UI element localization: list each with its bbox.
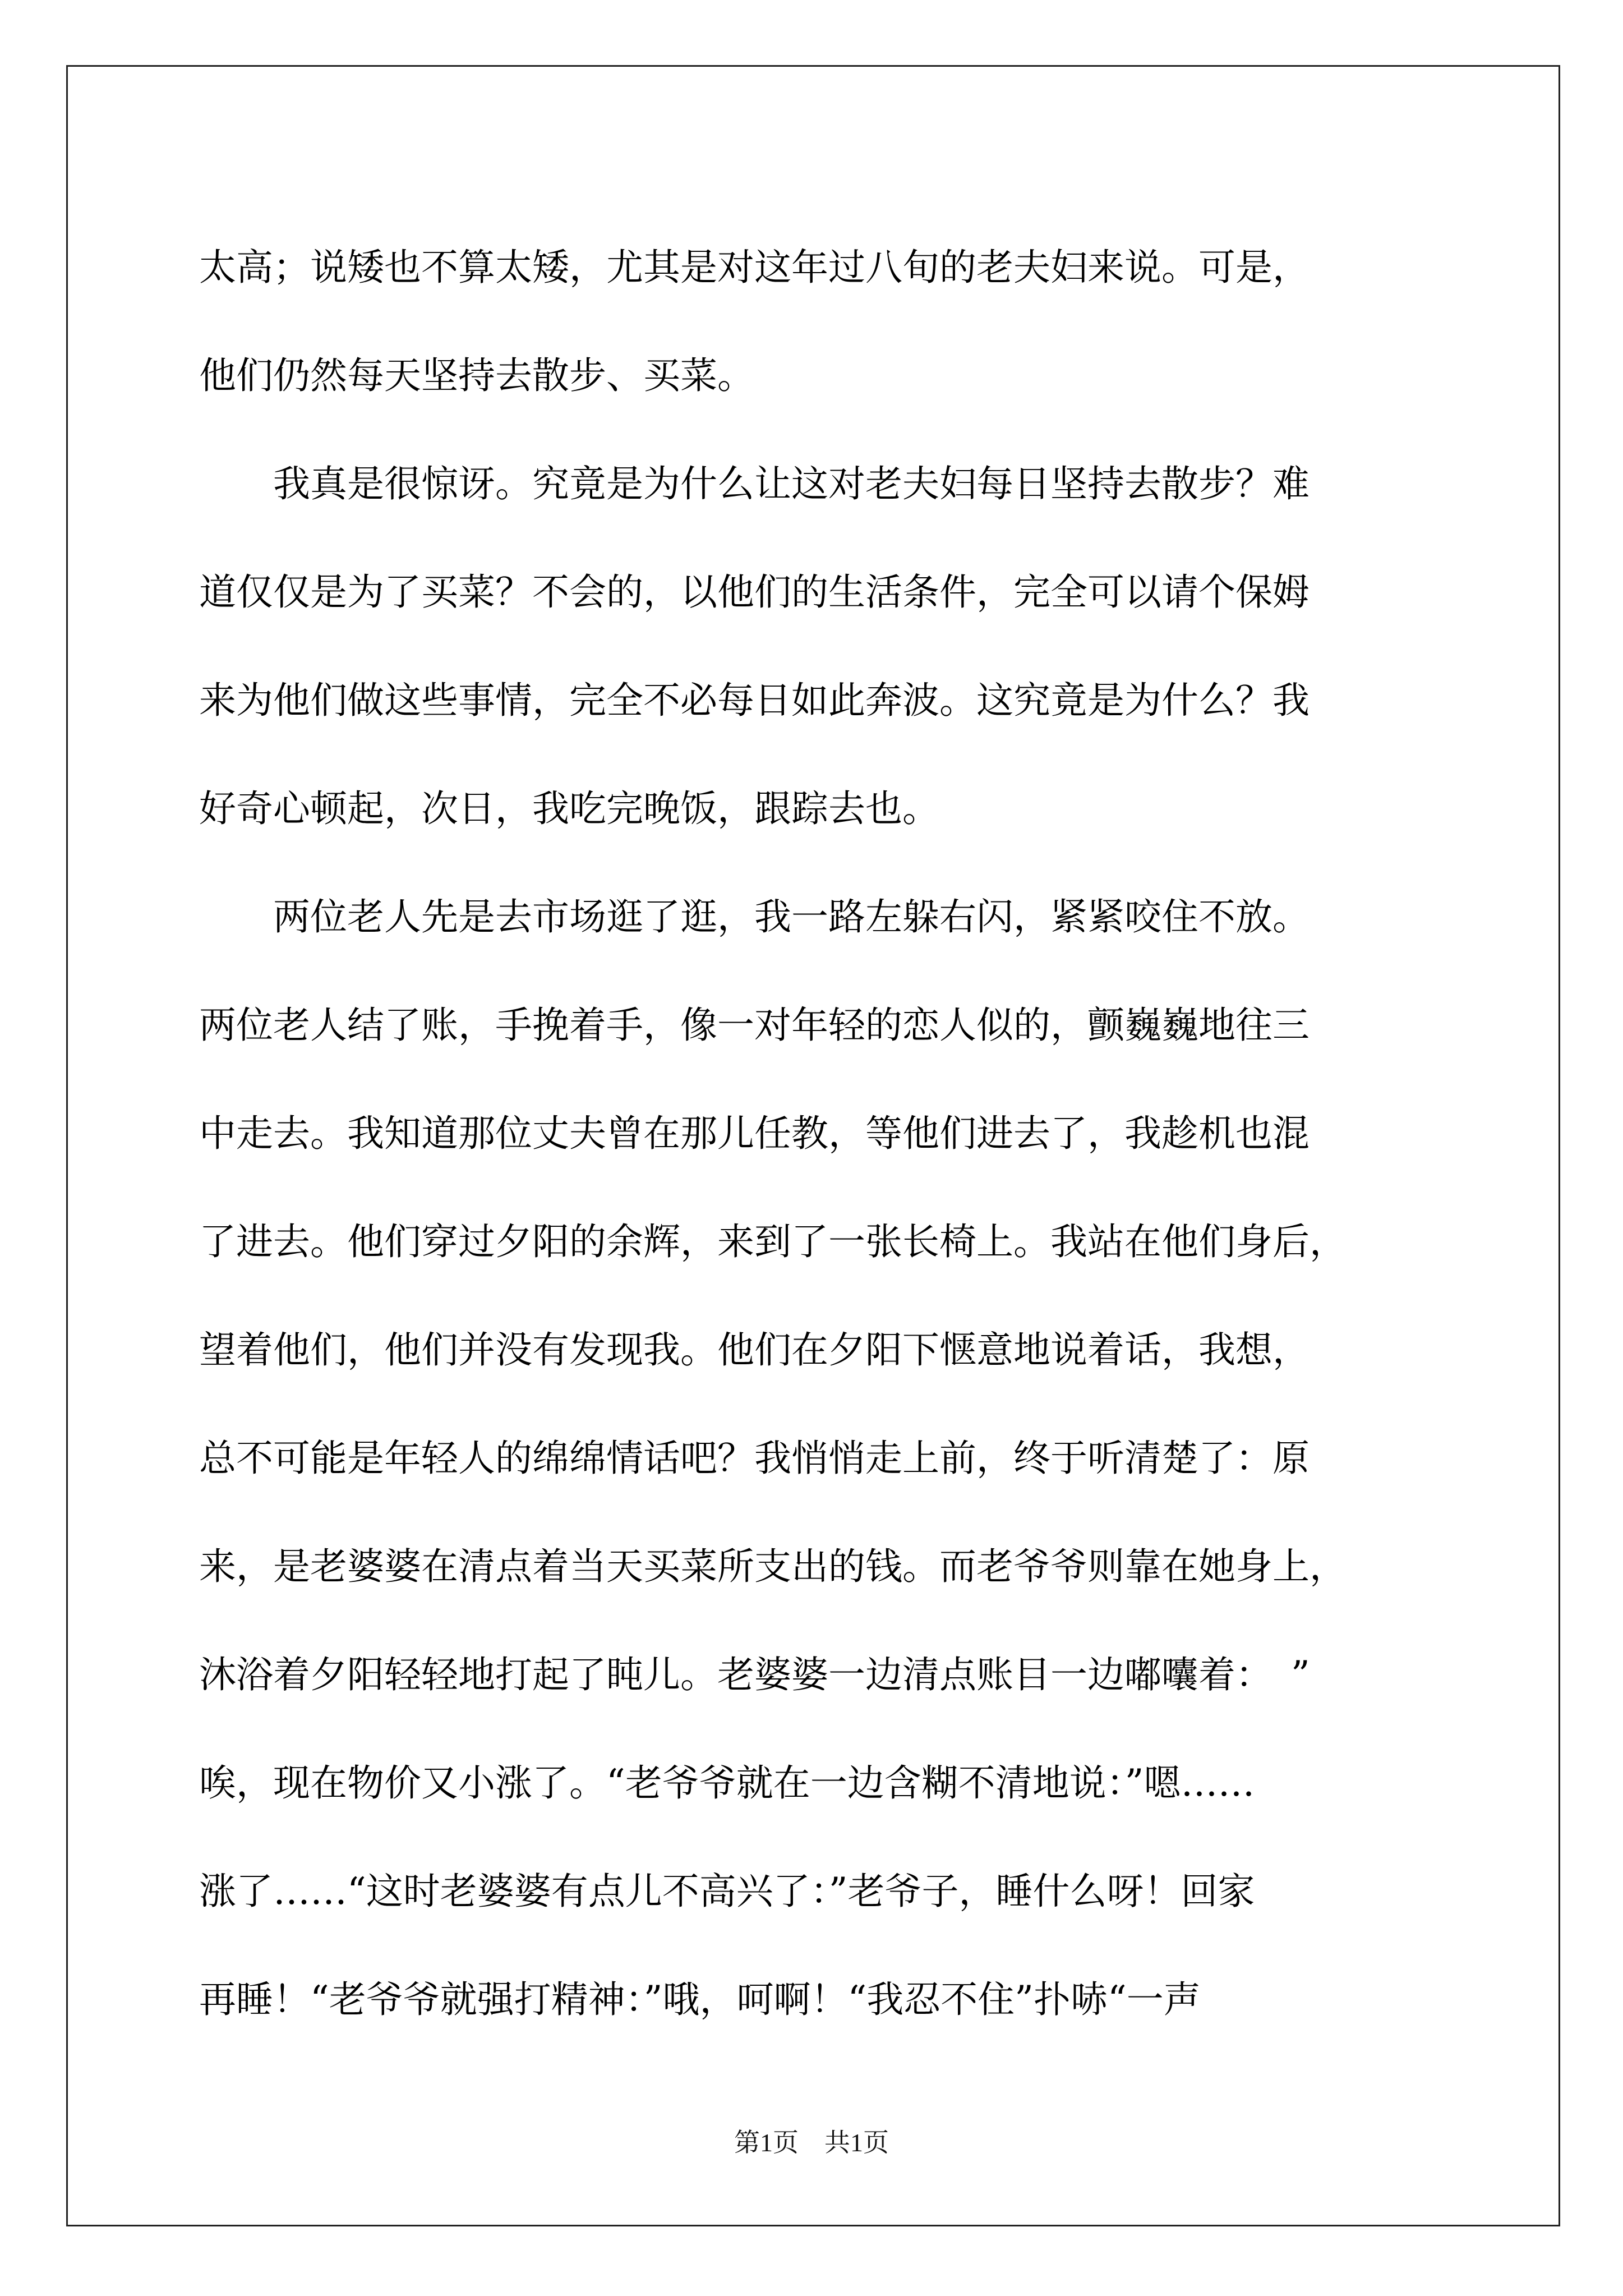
text-line: 总不可能是年轻人的绵绵情话吧？我悄悄走上前，终于听清楚了：原 <box>199 1437 1310 1480</box>
text-line: 来为他们做这些事情，完全不必每日如此奔波。这究竟是为什么？我 <box>199 679 1310 722</box>
text-line: 好奇心顿起，次日，我吃完晚饭，跟踪去也。 <box>199 787 939 830</box>
paragraph-start-line: 我真是很惊讶。究竟是为什么让这对老夫妇每日坚持去散步？难 <box>273 462 1310 505</box>
page-number-footer: 第1页 共1页 <box>734 2128 889 2157</box>
text-line: 两位老人结了账，手挽着手，像一对年轻的恋人似的，颤巍巍地往三 <box>199 1004 1310 1047</box>
text-line: 太高；说矮也不算太矮，尤其是对这年过八旬的老夫妇来说。可是， <box>199 246 1310 289</box>
text-line: 道仅仅是为了买菜？不会的，以他们的生活条件，完全可以请个保姆 <box>199 570 1310 614</box>
text-line: 望着他们，他们并没有发现我。他们在夕阳下惬意地说着话，我想， <box>199 1328 1310 1372</box>
text-line: 他们仍然每天坚持去散步、买菜。 <box>199 354 754 397</box>
text-line: 唉，现在物价又小涨了。“老爷爷就在一边含糊不清地说：”嗯…… <box>199 1761 1255 1805</box>
text-line: 沐浴着夕阳轻轻地打起了盹儿。老婆婆一边清点账目一边嘟囔着： ” <box>199 1653 1310 1696</box>
text-line: 再睡！“老爷爷就强打精神：”哦，呵啊！“我忍不住”扑哧“一声 <box>199 1978 1201 2021</box>
paragraph-start-line: 两位老人先是去市场逛了逛，我一路左躲右闪，紧紧咬住不放。 <box>273 895 1310 938</box>
text-line: 来，是老婆婆在清点着当天买菜所支出的钱。而老爷爷则靠在她身上， <box>199 1545 1347 1588</box>
text-line: 涨了……“这时老婆婆有点儿不高兴了：”老爷子，睡什么呀！回家 <box>199 1870 1255 1913</box>
document-body <box>199 213 1450 2054</box>
text-line: 中走去。我知道那位丈夫曾在那儿任教，等他们进去了，我趁机也混 <box>199 1112 1310 1155</box>
text-line: 了进去。他们穿过夕阳的余辉，来到了一张长椅上。我站在他们身后， <box>199 1220 1347 1263</box>
